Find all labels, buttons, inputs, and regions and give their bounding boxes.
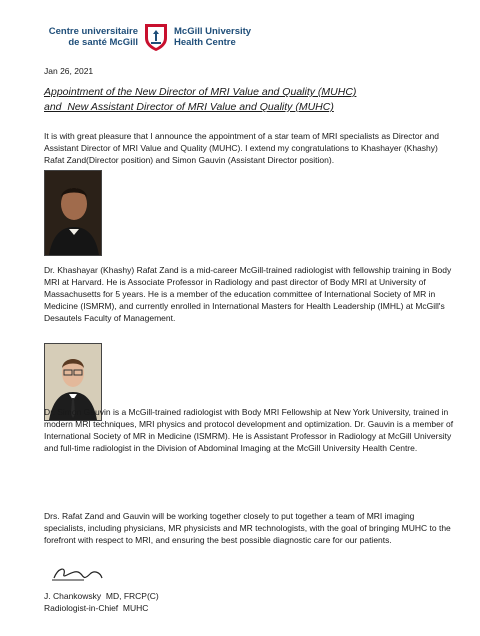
letter-date: Jan 26, 2021 (44, 66, 94, 76)
signer-title: Radiologist-in-Chief MUHC (44, 603, 149, 613)
title-line2: and New Assistant Director of MRI Value and Quality (MUHC) (44, 101, 334, 113)
director-photo (44, 170, 102, 256)
letter-title (44, 85, 464, 115)
logo-en-line1: McGill University (174, 26, 252, 37)
closing-paragraph: Drs. Rafat Zand and Gauvin will be working together closely to put together a team of MRI imaging specialists, including physicians, MR physicists and MR technologists, with the goal of bringing MUHC to the forefront with respect to MRI, and ensuring the best possible diagnostic care for our patients. (44, 511, 451, 545)
title-line1: Appointment of the New Director of MRI Value and Quality (MUHC) (44, 86, 357, 98)
director-bio-paragraph: Dr. Khashayar (Khashy) Rafat Zand is a mid-career McGill-trained radiologist with fellowship training in Body MRI at Harvard. He is Associate Professor in Radiology and past director of Body MRI at University of Massachusetts for 5 years. He is a member of the education committee of International Society of MR in Medicine (ISMRM), and currently enrolled in International Masters for Health Leadership (IMHL) at McGill's Desautels Faculty of Management. (44, 265, 452, 323)
logo-text-english (174, 26, 284, 48)
logo-fr-line2: de santé McGill (68, 37, 138, 48)
signature-block (44, 590, 159, 614)
handwritten-signature (44, 560, 134, 588)
assistant-director-bio-paragraph: Dr. Simon Gauvin is a McGill-trained radiologist with Body MRI Fellowship at New York University, trained in modern MRI techniques, MRI physics and protocol development and optimization. Dr. Gauvin is a member of International Society of MR in Medicine (ISMRM). He is Assistant Professor in Radiology at McGill University and full-time radiologist in the Division of Abdominal Imaging at the McGill University Health Centre. (44, 407, 454, 453)
logo-fr-line1: Centre universitaire (48, 26, 138, 37)
logo-en-line2: Health Centre (174, 37, 236, 48)
logo-text-french (46, 26, 138, 48)
signer-name: J. Chankowsky MD, FRCP(C) (44, 591, 159, 601)
intro-paragraph: It is with great pleasure that I announce the appointment of a star team of MRI specialists as Director and Assistant Director of MRI Value and Quality (MUHC). I extend my congratulations to Khashayer (Khashy) Rafat Zand(Director position) and Simon Gauvin (Assistant Director position). (44, 131, 439, 165)
muhc-crest-icon (142, 22, 170, 52)
